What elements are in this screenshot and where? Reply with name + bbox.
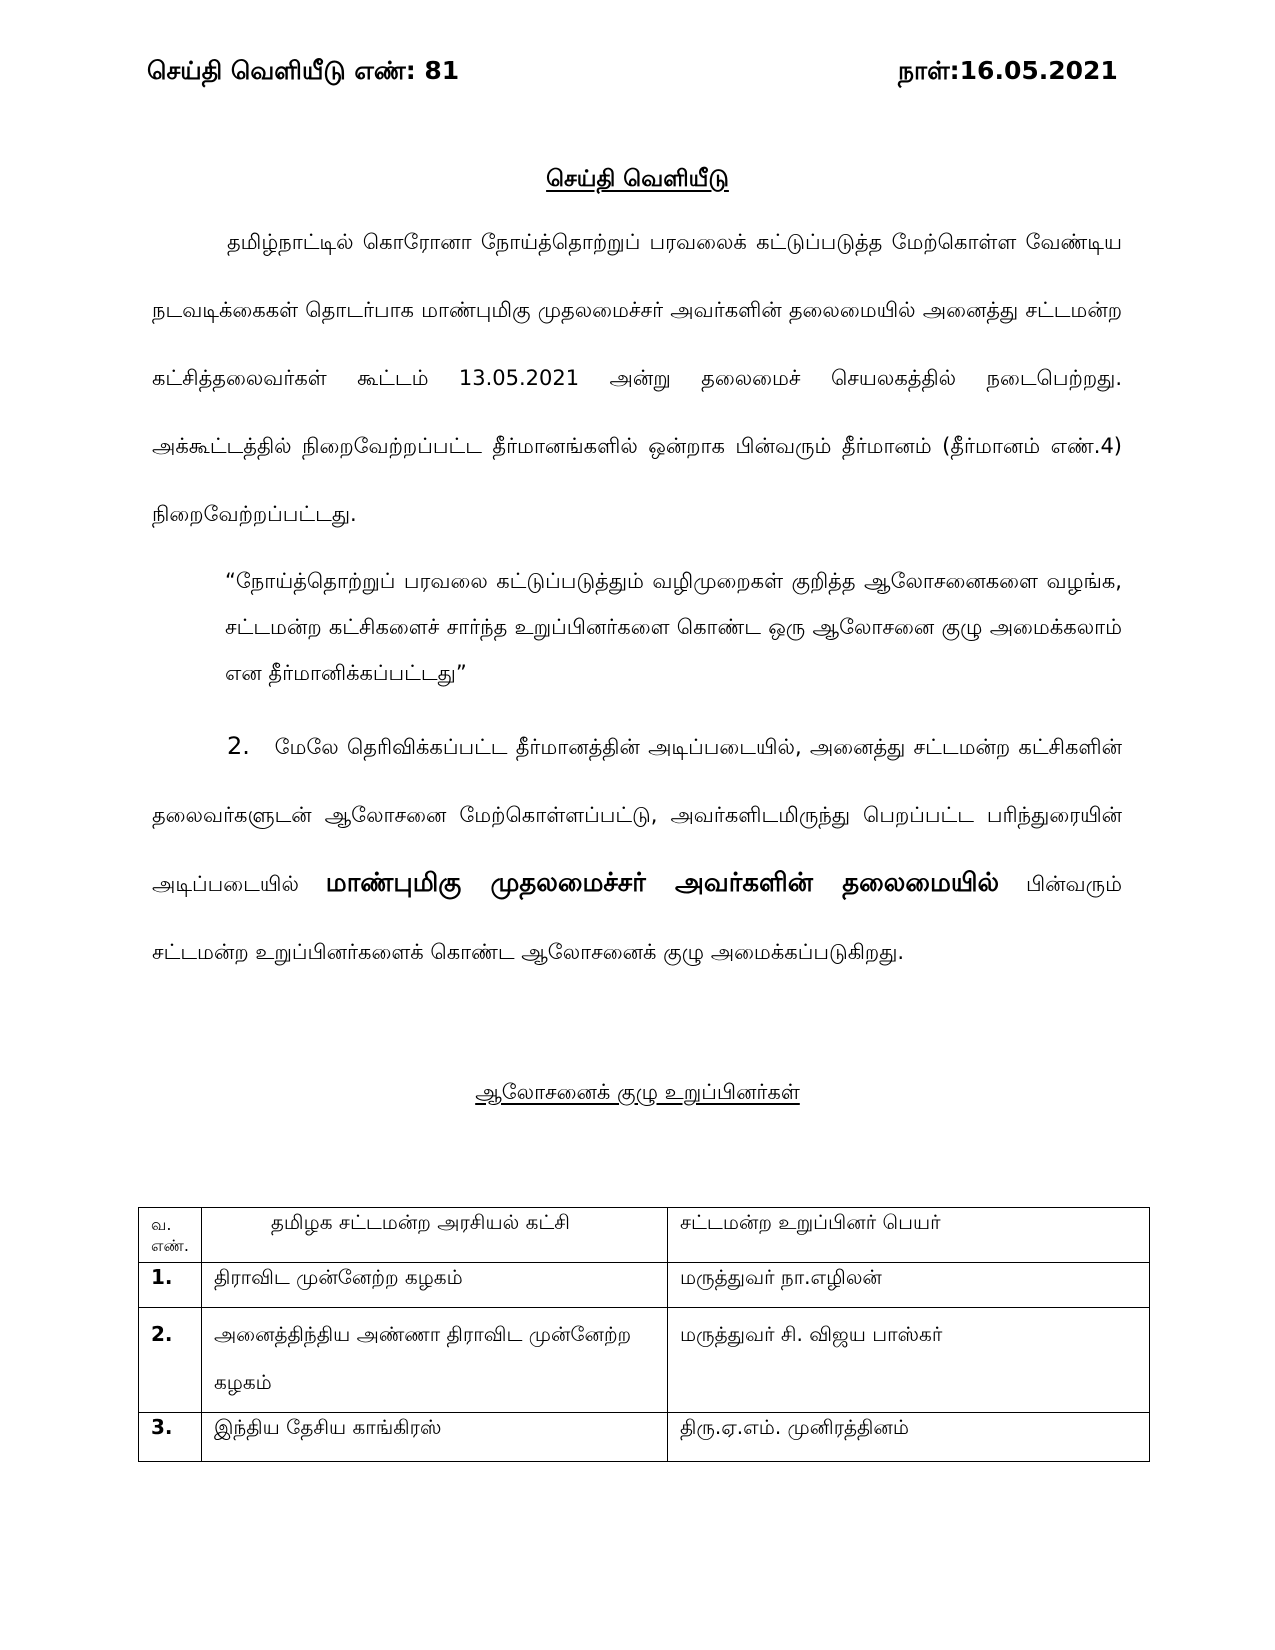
- table-row: [139, 1413, 1150, 1462]
- committee-title: ஆலோசனைக் குழு உறுப்பினர்கள்: [475, 1080, 800, 1104]
- row-member: மருத்துவர் நா.எழிலன்: [667, 1263, 1149, 1308]
- header-party: தமிழக சட்டமன்ற அரசியல் கட்சி: [201, 1208, 667, 1263]
- row-serial: 1.: [139, 1263, 202, 1308]
- row-serial: 3.: [139, 1413, 202, 1462]
- table-row: [139, 1308, 1150, 1413]
- release-number: செய்தி வெளியீடு எண்: 81: [147, 56, 460, 85]
- header-serial-number: வ. எண்.: [139, 1208, 202, 1263]
- paragraph-1: தமிழ்நாட்டில் கொரோனா நோய்த்தொற்றுப் பரவலைக் கட்டுப்படுத்த மேற்கொள்ள வேண்டிய நடவடிக்கைகள் தொடர்பாக மாண்புமிகு முதலமைச்சர் அவர்களின் தலைமையில் அனைத்து சட்டமன்ற கட்சித்தலைவர்கள் கூட்டம் 13.05.2021 அன்று தலைமைச் செயலகத்தில் நடைபெற்றது. அக்கூட்டத்தில் நிறைவேற்றப்பட்ட தீர்மானங்களில் ஒன்றாக பின்வரும் தீர்மானம் (தீர்மானம் எண்.4) நிறைவேற்றப்பட்டது.: [152, 230, 1122, 526]
- row-member: திரு.ஏ.எம். முனிரத்தினம்: [667, 1413, 1149, 1462]
- page-title: செய்தி வெளியீடு: [546, 166, 729, 192]
- row-party: இந்திய தேசிய காங்கிரஸ்: [201, 1413, 667, 1462]
- paragraph-2-number: 2.: [227, 732, 250, 760]
- row-party: அனைத்திந்திய அண்ணா திராவிட முன்னேற்ற கழகம்: [201, 1308, 667, 1413]
- release-date: நாள்:16.05.2021: [898, 56, 1118, 85]
- row-member: மருத்துவர் சி. விஜய பாஸ்கர்: [667, 1308, 1149, 1413]
- table-row: [139, 1263, 1150, 1308]
- header-member-name: சட்டமன்ற உறுப்பினர் பெயர்: [667, 1208, 1149, 1263]
- row-party: திராவிட முன்னேற்ற கழகம்: [201, 1263, 667, 1308]
- resolution-quote: “நோய்த்தொற்றுப் பரவலை கட்டுப்படுத்தும் வழிமுறைகள் குறித்த ஆலோசனைகளை வழங்க, சட்டமன்ற கட்சிகளைச் சார்ந்த உறுப்பினர்களை கொண்ட ஒரு ஆலோசனை குழு அமைக்கலாம் என தீர்மானிக்கப்பட்டது”: [225, 569, 1122, 685]
- paragraph-2-text-after: பின்வரும் சட்டமன்ற உறுப்பினர்களைக் கொண்ட ஆலோசனைக் குழு அமைக்கப்படுகிறது.: [152, 872, 1122, 964]
- table-header-row: [139, 1208, 1150, 1263]
- members-table: [138, 1207, 1150, 1462]
- paragraph-2-text-before: மேலே தெரிவிக்கப்பட்ட தீர்மானத்தின் அடிப்படையில், அனைத்து சட்டமன்ற கட்சிகளின் தலைவர்களுடன் ஆலோசனை மேற்கொள்ளப்பட்டு, அவர்களிடமிருந்து பெறப்பட்ட பரிந்துரையின் அடிப்படையில்: [152, 735, 1122, 896]
- row-serial: 2.: [139, 1308, 202, 1413]
- paragraph-2-emphasis: மாண்புமிகு முதலமைச்சர் அவர்களின் தலைமையில்: [325, 868, 1000, 898]
- paragraph-2: [152, 712, 1122, 986]
